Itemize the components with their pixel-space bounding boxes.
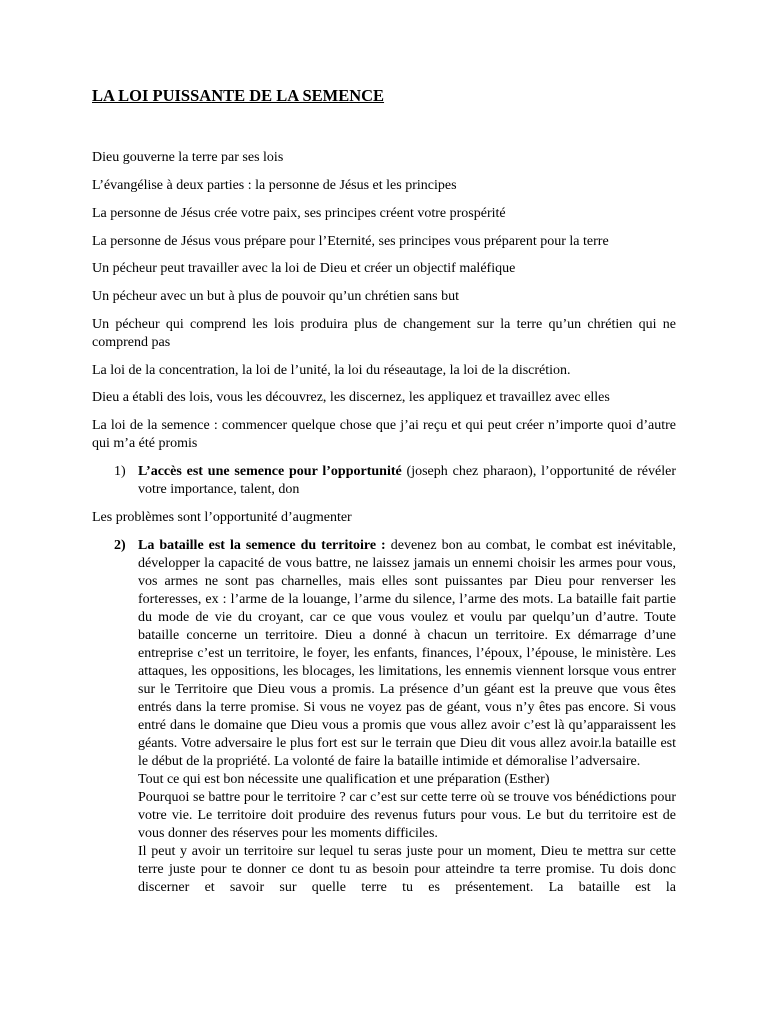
list-item-heading: L’accès est une semence pour l’opportunité — [138, 464, 402, 479]
list-item-line: Pourquoi se battre pour le territoire ? car c’est sur cette terre où se trouve vos bénédictions pour votre vie. Le territoire doit produire des revenus futurs pour vous. Le but du territoire est de vous donner des réserves pour les moments difficiles. — [138, 790, 676, 841]
list-item-line: Tout ce qui est bon nécessite une qualification et une préparation (Esther) — [138, 772, 550, 787]
paragraph: Dieu a établi des lois, vous les découvrez, les discernez, les appliquez et travaillez avec elles — [92, 390, 610, 405]
list-item-text: (joseph chez pharaon), l’opportunité de révéler votre importance, talent, don — [138, 464, 676, 497]
document-title: LA LOI PUISSANTE DE LA SEMENCE — [92, 86, 385, 105]
paragraph: La loi de la semence : commencer quelque chose que j’ai reçu et qui peut créer n’importe quoi d’autre qui m’a été promis — [92, 418, 676, 451]
list-item — [114, 463, 676, 499]
list-item-number: 1) — [114, 464, 126, 479]
list-item-number: 2) — [114, 538, 126, 553]
paragraph: Un pécheur avec un but à plus de pouvoir qu’un chrétien sans but — [92, 289, 460, 304]
paragraph: La personne de Jésus vous prépare pour l’Eternité, ses principes vous préparent pour la terre — [92, 234, 609, 249]
paragraph: Un pécheur qui comprend les lois produira plus de changement sur la terre qu’un chrétien qui ne comprend pas — [92, 317, 676, 350]
paragraph: Les problèmes sont l’opportunité d’augmenter — [92, 510, 352, 525]
list-item-heading: La bataille est la semence du territoire : — [138, 538, 386, 553]
list-item — [114, 537, 676, 897]
list-item-paragraph — [138, 537, 676, 771]
list-item-text: devenez bon au combat, le combat est inévitable, développer la capacité de vous battre, ne laissez jamais un ennemi choisir les armes pour vous, vos armes ne sont pas charnelles, mais elles sont puissantes par Dieu pour renverser les forteresses, ex : l’arme de la louange, l’arme du silence, l’arme des mots. La bataille fait partie du mode de vie du croyant, car ce que vous voulez et voulu par quelqu’un d’autre. Toute bataille concerne un territoire. Dieu a donné à chacun un territoire. Ex démarrage d’une entreprise c’est un territoire, le foyer, les enfants, finances, l’époux, l’épouse, le ministère. Les attaques, les oppositions, les blocages, les limitations, les ennemis viennent lorsque vous entrer sur le Territoire que Dieu vous a promis. La présence d’un géant est la preuve que vous êtes entrés dans la terre promise. Si vous ne voyez pas de géant, vous n’y êtes pas encore. Si vous entré dans le domaine que Dieu vous a promis que vous allez avoir c’est là qu’apparaissent les géants. Votre adversaire le plus fort est sur le terrain que Dieu dit vous allez avoir.la bataille est le début de la propriété. La volonté de faire la bataille intimide et démoralise l’adversaire. — [138, 538, 676, 769]
paragraph: Dieu gouverne la terre par ses lois — [92, 150, 284, 165]
list-item-body — [138, 537, 676, 897]
paragraph: La personne de Jésus crée votre paix, ses principes créent votre prospérité — [92, 206, 506, 221]
paragraph: L’évangélise à deux parties : la personne de Jésus et les principes — [92, 178, 457, 193]
list-item-body — [138, 463, 676, 499]
paragraph: Un pécheur peut travailler avec la loi de Dieu et créer un objectif maléfique — [92, 261, 516, 276]
paragraph: La loi de la concentration, la loi de l’unité, la loi du réseautage, la loi de la discrétion. — [92, 363, 571, 378]
list-item-line: Il peut y avoir un territoire sur lequel tu seras juste pour un moment, Dieu te mettra sur cette terre juste pour te donner ce dont tu as besoin pour atteindre ta terre promise. Tu dois donc discerner et savoir sur quelle terre tu es présentement. La bataille est la — [138, 844, 676, 895]
